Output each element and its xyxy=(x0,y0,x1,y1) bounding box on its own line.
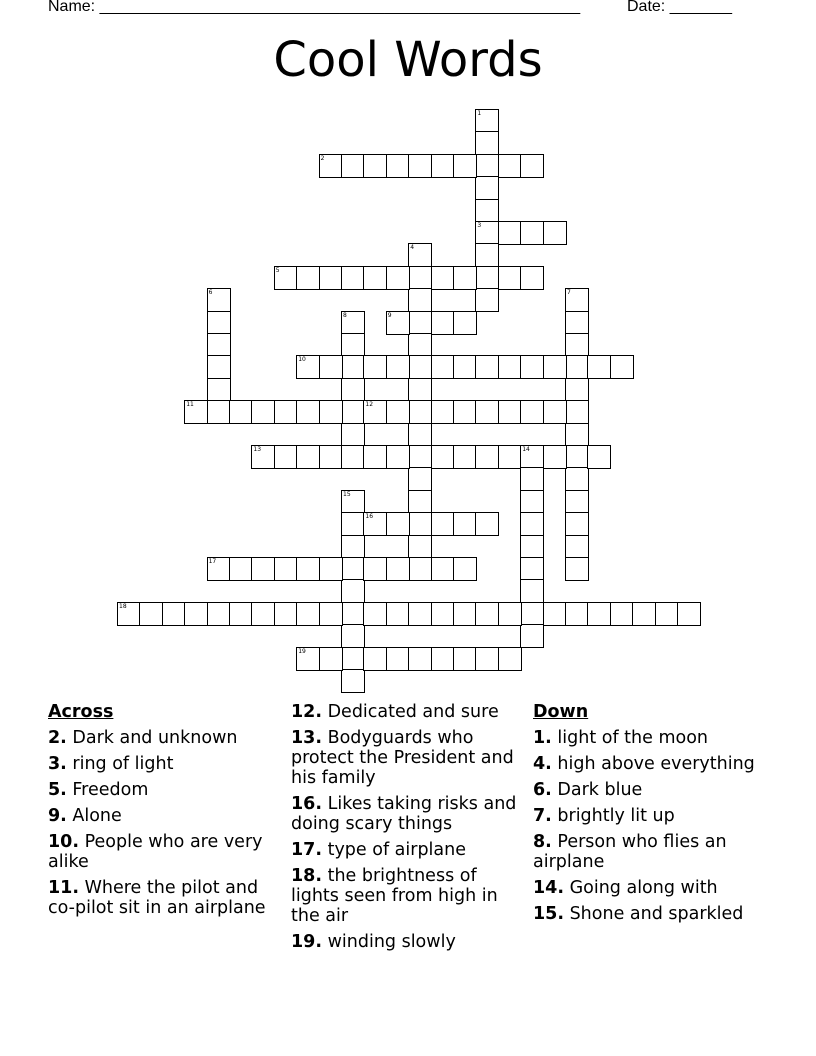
name-field-label: Name: ______________________________________________________ xyxy=(48,0,581,15)
grid-cell[interactable] xyxy=(341,490,365,514)
grid-cell[interactable] xyxy=(475,602,499,626)
grid-cell[interactable] xyxy=(498,400,522,424)
grid-cell[interactable] xyxy=(386,602,410,626)
grid-cell[interactable] xyxy=(363,512,387,536)
grid-cell[interactable] xyxy=(386,266,410,290)
grid-cell[interactable] xyxy=(386,311,410,335)
clue-text: type of airplane xyxy=(322,840,466,860)
grid-cell[interactable] xyxy=(162,602,186,626)
grid-cell[interactable] xyxy=(408,355,432,379)
grid-cell[interactable] xyxy=(274,557,298,581)
grid-cell[interactable] xyxy=(408,445,432,469)
grid-cell[interactable] xyxy=(341,445,365,469)
grid-cell[interactable] xyxy=(251,602,275,626)
grid-cell[interactable] xyxy=(139,602,163,626)
grid-cell[interactable] xyxy=(475,266,499,290)
clue-item xyxy=(533,832,773,872)
grid-cell[interactable] xyxy=(431,602,455,626)
across-clues-column xyxy=(48,702,280,924)
grid-cell[interactable] xyxy=(319,557,343,581)
grid-cell[interactable] xyxy=(341,602,365,626)
cell-number: 16 xyxy=(365,513,374,521)
grid-cell[interactable] xyxy=(520,355,544,379)
cell-number: 5 xyxy=(275,266,280,274)
clue-item xyxy=(48,878,280,918)
clue-text: Dark blue xyxy=(551,780,643,800)
grid-cell[interactable] xyxy=(475,647,499,671)
clue-item xyxy=(48,754,280,774)
grid-cell[interactable] xyxy=(431,355,455,379)
cell-number: 17 xyxy=(208,558,217,565)
grid-cell[interactable] xyxy=(475,400,499,424)
grid-cell[interactable] xyxy=(475,355,499,379)
down-clues-column xyxy=(533,702,773,930)
cell-number: 7 xyxy=(567,289,571,297)
grid-cell[interactable] xyxy=(408,266,432,290)
clue-text: ring of light xyxy=(66,754,174,774)
grid-cell[interactable] xyxy=(543,355,567,379)
grid-cell[interactable] xyxy=(475,176,499,200)
grid-cell[interactable] xyxy=(565,378,589,402)
grid-cell[interactable] xyxy=(341,311,365,335)
grid-cell[interactable] xyxy=(453,154,477,178)
grid-cell[interactable] xyxy=(363,647,387,671)
grid-cell[interactable] xyxy=(431,400,455,424)
clue-item xyxy=(533,904,773,924)
grid-cell[interactable] xyxy=(610,602,634,626)
grid-cell[interactable] xyxy=(431,445,455,469)
grid-cell[interactable] xyxy=(341,333,365,357)
grid-cell[interactable] xyxy=(520,579,544,603)
grid-cell[interactable] xyxy=(341,669,365,693)
grid-cell[interactable] xyxy=(475,243,499,267)
grid-cell[interactable] xyxy=(475,109,499,133)
clue-item xyxy=(291,840,523,860)
grid-cell[interactable] xyxy=(341,378,365,402)
grid-cell[interactable] xyxy=(587,445,611,469)
clue-text: Shone and sparkled xyxy=(564,904,744,924)
grid-cell[interactable] xyxy=(498,266,522,290)
clue-text: Dedicated and sure xyxy=(322,702,499,722)
clue-item xyxy=(533,806,773,826)
grid-cell[interactable] xyxy=(296,400,320,424)
cell-number: 4 xyxy=(410,244,415,252)
clue-number: 18. xyxy=(291,866,323,886)
grid-cell[interactable] xyxy=(565,490,589,514)
grid-cell[interactable] xyxy=(251,557,275,581)
cell-number: 14 xyxy=(522,446,530,453)
clue-item xyxy=(48,832,280,872)
grid-cell[interactable] xyxy=(274,445,298,469)
grid-cell[interactable] xyxy=(408,400,432,424)
clue-number: 19. xyxy=(291,932,323,952)
cell-number: 11 xyxy=(186,401,194,409)
grid-cell[interactable] xyxy=(565,288,589,312)
cell-number: 15 xyxy=(343,490,351,498)
grid-cell[interactable] xyxy=(498,221,522,245)
grid-cell[interactable] xyxy=(296,602,320,626)
grid-cell[interactable] xyxy=(341,400,365,424)
grid-cell[interactable] xyxy=(207,557,231,581)
grid-cell[interactable] xyxy=(520,467,544,491)
grid-cell[interactable] xyxy=(520,490,544,514)
clue-number: 5. xyxy=(48,780,67,800)
grid-cell[interactable] xyxy=(274,400,298,424)
grid-cell[interactable] xyxy=(408,535,432,559)
grid-cell[interactable] xyxy=(363,400,387,424)
grid-cell[interactable] xyxy=(408,602,432,626)
clue-text: the brightness of lights seen from high in the air xyxy=(291,866,498,926)
grid-cell[interactable] xyxy=(408,647,432,671)
grid-cell[interactable] xyxy=(453,647,477,671)
grid-cell[interactable] xyxy=(296,445,320,469)
clue-number: 3. xyxy=(48,754,67,774)
clue-item xyxy=(291,728,523,788)
clue-item xyxy=(48,780,280,800)
grid-cell[interactable] xyxy=(565,311,589,335)
grid-cell[interactable] xyxy=(677,602,701,626)
grid-cell[interactable] xyxy=(319,266,343,290)
grid-cell[interactable] xyxy=(207,288,231,312)
grid-cell[interactable] xyxy=(408,311,432,335)
clue-number: 13. xyxy=(291,728,323,748)
grid-cell[interactable] xyxy=(319,400,343,424)
clue-number: 10. xyxy=(48,832,80,852)
grid-cell[interactable] xyxy=(498,154,522,178)
clue-number: 14. xyxy=(533,878,565,898)
grid-cell[interactable] xyxy=(184,400,208,424)
grid-cell[interactable] xyxy=(207,311,231,335)
grid-cell[interactable] xyxy=(475,288,499,312)
grid-cell[interactable] xyxy=(319,445,343,469)
across-heading: Across xyxy=(48,702,114,722)
grid-cell[interactable] xyxy=(296,557,320,581)
clue-number: 9. xyxy=(48,806,67,826)
grid-cell[interactable] xyxy=(184,602,208,626)
clue-number: 15. xyxy=(533,904,565,924)
grid-cell[interactable] xyxy=(341,579,365,603)
down-clue-list xyxy=(533,728,773,924)
grid-cell[interactable] xyxy=(520,624,544,648)
grid-cell[interactable] xyxy=(319,355,343,379)
grid-cell[interactable] xyxy=(565,400,589,424)
clue-text: People who are very alike xyxy=(48,832,263,872)
grid-cell[interactable] xyxy=(565,557,589,581)
clue-text: Dark and unknown xyxy=(66,728,238,748)
grid-cell[interactable] xyxy=(587,602,611,626)
grid-cell[interactable] xyxy=(319,154,343,178)
clue-text: Going along with xyxy=(564,878,718,898)
grid-cell[interactable] xyxy=(475,512,499,536)
page-title: Cool Words xyxy=(273,32,543,88)
grid-cell[interactable] xyxy=(363,445,387,469)
cell-number: 2 xyxy=(320,154,325,162)
grid-cell[interactable] xyxy=(386,557,410,581)
grid-cell[interactable] xyxy=(565,602,589,626)
grid-cell[interactable] xyxy=(207,333,231,357)
clue-number: 4. xyxy=(533,754,552,774)
grid-cell[interactable] xyxy=(565,445,589,469)
grid-cell[interactable] xyxy=(274,266,298,290)
grid-cell[interactable] xyxy=(207,602,231,626)
grid-cell[interactable] xyxy=(408,288,432,312)
clue-number: 7. xyxy=(533,806,552,826)
grid-cell[interactable] xyxy=(475,199,499,223)
grid-cell[interactable] xyxy=(408,423,432,447)
grid-cell[interactable] xyxy=(408,333,432,357)
clue-item xyxy=(291,932,523,952)
grid-cell[interactable] xyxy=(565,423,589,447)
grid-cell[interactable] xyxy=(565,333,589,357)
grid-cell[interactable] xyxy=(543,400,567,424)
grid-cell[interactable] xyxy=(431,154,455,178)
clue-item xyxy=(533,754,773,774)
clue-item xyxy=(48,728,280,748)
grid-cell[interactable] xyxy=(520,445,544,469)
grid-cell[interactable] xyxy=(498,355,522,379)
clue-text: Where the pilot and co-pilot sit in an airplane xyxy=(48,878,266,918)
clue-number: 17. xyxy=(291,840,323,860)
grid-cell[interactable] xyxy=(386,400,410,424)
grid-cell[interactable] xyxy=(386,445,410,469)
across-clue-list-continued xyxy=(291,702,523,952)
grid-cell[interactable] xyxy=(408,490,432,514)
grid-cell[interactable] xyxy=(587,355,611,379)
grid-cell[interactable] xyxy=(543,602,567,626)
cell-number: 18 xyxy=(119,602,127,610)
cell-number: 8 xyxy=(343,311,347,319)
grid-cell[interactable] xyxy=(498,445,522,469)
grid-cell[interactable] xyxy=(341,624,365,648)
clue-text: Likes taking risks and doing scary things xyxy=(291,794,517,834)
grid-cell[interactable] xyxy=(207,400,231,424)
clue-number: 2. xyxy=(48,728,67,748)
grid-cell[interactable] xyxy=(229,557,253,581)
grid-cell[interactable] xyxy=(498,647,522,671)
grid-cell[interactable] xyxy=(319,602,343,626)
grid-cell[interactable] xyxy=(408,154,432,178)
grid-cell[interactable] xyxy=(475,131,499,155)
grid-cell[interactable] xyxy=(229,602,253,626)
grid-cell[interactable] xyxy=(453,400,477,424)
grid-cell[interactable] xyxy=(251,445,275,469)
grid-cell[interactable] xyxy=(341,512,365,536)
cell-number: 1 xyxy=(477,110,482,117)
clue-item xyxy=(291,702,523,722)
grid-cell[interactable] xyxy=(431,647,455,671)
grid-cell[interactable] xyxy=(475,154,499,178)
clue-text: light of the moon xyxy=(551,728,709,748)
grid-cell[interactable] xyxy=(565,355,589,379)
grid-cell[interactable] xyxy=(453,311,477,335)
grid-cell[interactable] xyxy=(453,602,477,626)
grid-cell[interactable] xyxy=(453,512,477,536)
grid-cell[interactable] xyxy=(319,647,343,671)
grid-cell[interactable] xyxy=(632,602,656,626)
grid-cell[interactable] xyxy=(229,400,253,424)
cell-number: 12 xyxy=(365,401,374,409)
grid-cell[interactable] xyxy=(341,647,365,671)
cell-number: 6 xyxy=(208,289,213,297)
grid-cell[interactable] xyxy=(386,355,410,379)
grid-cell[interactable] xyxy=(453,355,477,379)
grid-cell[interactable] xyxy=(363,355,387,379)
grid-cell[interactable] xyxy=(520,154,544,178)
across-clue-list xyxy=(48,728,280,918)
clue-text: winding slowly xyxy=(322,932,456,952)
cell-number: 9 xyxy=(387,311,392,319)
grid-cell[interactable] xyxy=(520,602,544,626)
grid-cell[interactable] xyxy=(543,221,567,245)
clue-number: 8. xyxy=(533,832,552,852)
grid-cell[interactable] xyxy=(453,445,477,469)
date-field-label: Date: _______ xyxy=(627,0,732,15)
grid-cell[interactable] xyxy=(363,154,387,178)
grid-cell[interactable] xyxy=(475,445,499,469)
grid-cell[interactable] xyxy=(408,378,432,402)
grid-cell[interactable] xyxy=(453,557,477,581)
cell-number: 3 xyxy=(477,222,482,229)
grid-cell[interactable] xyxy=(296,266,320,290)
grid-cell[interactable] xyxy=(565,512,589,536)
grid-cell[interactable] xyxy=(363,602,387,626)
grid-cell[interactable] xyxy=(207,355,231,379)
grid-cell[interactable] xyxy=(341,154,365,178)
clue-item xyxy=(291,794,523,834)
grid-cell[interactable] xyxy=(408,557,432,581)
grid-cell[interactable] xyxy=(520,400,544,424)
grid-cell[interactable] xyxy=(520,221,544,245)
clue-text: Person who flies an airplane xyxy=(533,832,727,872)
grid-cell[interactable] xyxy=(565,535,589,559)
grid-cell[interactable] xyxy=(453,266,477,290)
across-clues-column-continued xyxy=(291,702,523,958)
clue-number: 1. xyxy=(533,728,552,748)
cell-number: 10 xyxy=(298,356,306,364)
grid-cell[interactable] xyxy=(431,311,455,335)
grid-cell[interactable] xyxy=(341,266,365,290)
clue-text: Freedom xyxy=(66,780,149,800)
grid-cell[interactable] xyxy=(408,467,432,491)
grid-cell[interactable] xyxy=(386,647,410,671)
clue-number: 16. xyxy=(291,794,323,814)
grid-cell[interactable] xyxy=(610,355,634,379)
clue-item xyxy=(533,878,773,898)
grid-cell[interactable] xyxy=(207,378,231,402)
grid-cell[interactable] xyxy=(117,602,141,626)
cell-number: 19 xyxy=(298,647,306,655)
grid-cell[interactable] xyxy=(408,243,432,267)
clue-number: 6. xyxy=(533,780,552,800)
clue-text: Alone xyxy=(66,806,122,826)
grid-cell[interactable] xyxy=(274,602,298,626)
grid-cell[interactable] xyxy=(655,602,679,626)
grid-cell[interactable] xyxy=(431,266,455,290)
grid-cell[interactable] xyxy=(408,512,432,536)
grid-cell[interactable] xyxy=(431,512,455,536)
grid-cell[interactable] xyxy=(520,266,544,290)
grid-cell[interactable] xyxy=(341,535,365,559)
grid-cell[interactable] xyxy=(296,355,320,379)
clue-item xyxy=(533,728,773,748)
grid-cell[interactable] xyxy=(296,647,320,671)
grid-cell[interactable] xyxy=(386,512,410,536)
grid-cell[interactable] xyxy=(386,154,410,178)
grid-cell[interactable] xyxy=(341,557,365,581)
grid-cell[interactable] xyxy=(363,266,387,290)
grid-cell[interactable] xyxy=(363,557,387,581)
grid-cell[interactable] xyxy=(520,535,544,559)
grid-cell[interactable] xyxy=(341,355,365,379)
grid-cell[interactable] xyxy=(475,221,499,245)
clue-item xyxy=(48,806,280,826)
clue-number: 11. xyxy=(48,878,80,898)
clue-number: 12. xyxy=(291,702,323,722)
grid-cell[interactable] xyxy=(565,467,589,491)
grid-cell[interactable] xyxy=(498,602,522,626)
clue-item xyxy=(291,866,523,926)
grid-cell[interactable] xyxy=(520,512,544,536)
cell-number: 13 xyxy=(253,446,262,453)
grid-cell[interactable] xyxy=(341,423,365,447)
clue-text: brightly lit up xyxy=(551,806,675,826)
clue-item xyxy=(533,780,773,800)
clue-text: Bodyguards who protect the President and his family xyxy=(291,728,514,788)
grid-cell[interactable] xyxy=(520,557,544,581)
down-heading: Down xyxy=(533,702,589,722)
grid-cell[interactable] xyxy=(251,400,275,424)
clue-text: high above everything xyxy=(551,754,755,774)
grid-cell[interactable] xyxy=(543,445,567,469)
grid-cell[interactable] xyxy=(431,557,455,581)
